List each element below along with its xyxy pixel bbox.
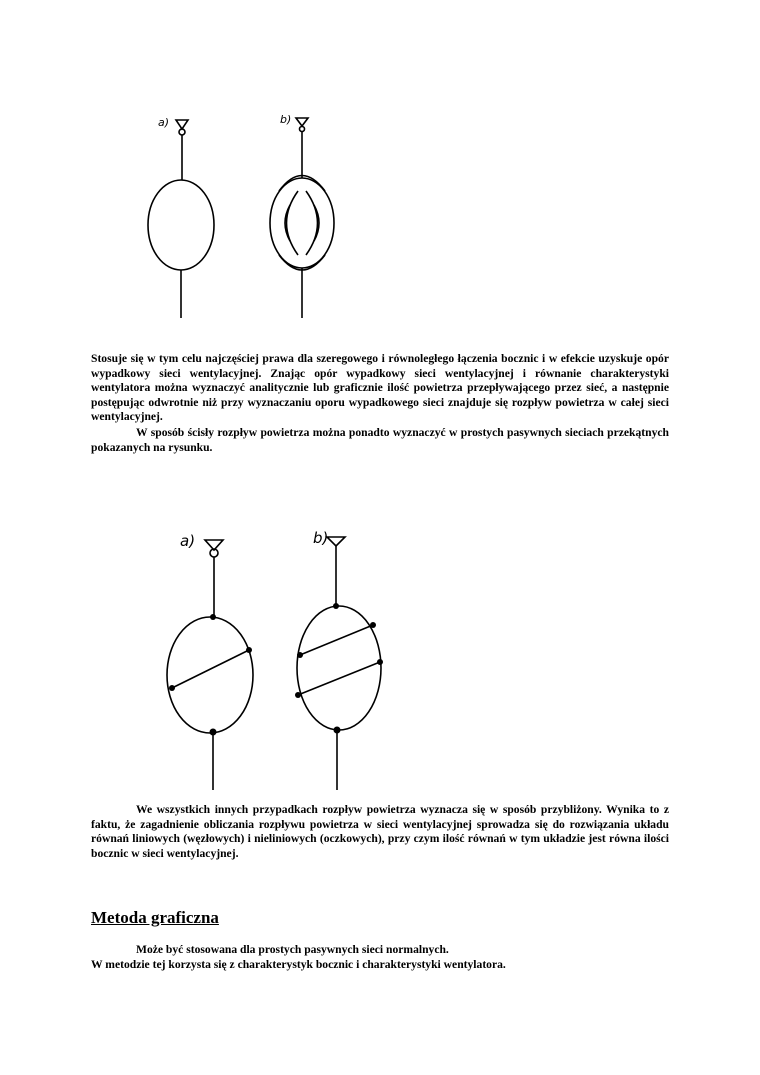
paragraph-2-text: W sposób ścisły rozpływ powietrza można ponadto wyznaczyć w prostych pasywnych sieciach przekątnych pokazanych na rysunku. (91, 426, 669, 454)
fan-icon (327, 537, 345, 546)
paragraph-3 (91, 803, 669, 861)
paragraph-4-text: Może być stosowana dla prostych pasywnych sieci normalnych. (136, 943, 449, 956)
network-loop-a (167, 617, 253, 733)
figure-1-label-a: a) (158, 116, 170, 129)
paragraph-1: Stosuje się w tym celu najczęściej prawa dla szeregowego i równoległego łączenia bocznic i w efekcie uzyskuje opór wypadkowy sieci wentylacyjnej. Znając opór wypadkowy sieci wentylacyjnej i równanie charakterystyki wentylatora można wyznaczyć analitycznie lub graficznie ilość powietrza przepływającego przez sieć, a następnie postępując odwrotnie niż przy wyznaczaniu oporu wypadkowego sieci znajduje się rozpływ powietrza w całej sieci wentylacyjnej. (91, 352, 669, 424)
figure-2-label-a: a) (180, 532, 196, 550)
section-heading: Metoda graficzna (91, 908, 219, 927)
network-loop-b (297, 606, 381, 730)
paragraph-5: W metodzie tej korzysta się z charakterystyk bocznic i charakterystyki wentylatora. (91, 958, 506, 971)
figure-1-label-b: b) (280, 113, 292, 126)
figure-2-label-b: b) (313, 529, 329, 547)
paragraph-3-text: We wszystkich innych przypadkach rozpływ powietrza wyznacza się w sposób przybliżony. Wynika to z faktu, że zagadnienie obliczania rozpływu powietrza w sieci wentylacyjnej sprowadza się do rozwiązania układu równań liniowych (węzłowych) i nieliniowych (oczkowych), przy czym ilość równań w tym układzie jest równa ilości bocznic w sieci wentylacyjnej. (91, 803, 669, 860)
paragraph-4 (91, 943, 669, 958)
